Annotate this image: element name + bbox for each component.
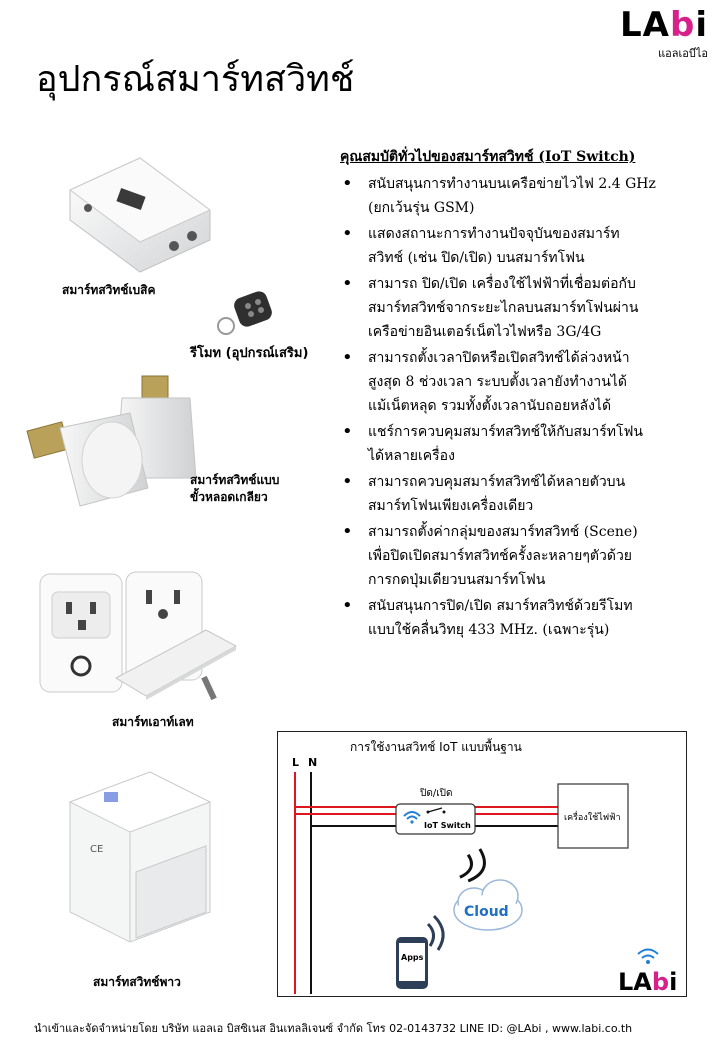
logo-text-accent: b	[670, 5, 696, 45]
caption-bulb-switch	[190, 472, 279, 506]
logo-subtitle: แอลเอบีไอ	[658, 47, 708, 60]
label-n: N	[308, 756, 318, 769]
signal-wave-icon	[460, 855, 475, 880]
svg-text:CE: CE	[90, 844, 104, 855]
feature-item: • สามารถตั้งค่ากลุ่มของสมาร์ทสวิทช์ (Scene) เพื่อปิดเปิดสมาร์ทสวิทช์ครั้งละหลายๆตัวด้วย การกดปุ่มเดียวบนสมาร์ทโฟน	[340, 520, 705, 592]
caption-remote: รีโมท (อุปกรณ์เสริม)	[190, 346, 309, 361]
feature-item: • สนับสนุนการทำงานบนเครือข่ายไวไฟ 2.4 GHz (ยกเว้นรุ่น GSM)	[340, 172, 705, 220]
caption-bulb-line1: สมาร์ทสวิทช์แบบ	[190, 473, 280, 487]
power-switch-image	[60, 762, 220, 947]
logo-text-end: i	[695, 5, 708, 45]
smart-outlet-image	[36, 568, 246, 708]
label-l: L	[292, 756, 300, 769]
features-section	[340, 146, 705, 644]
logo-text-main: LA	[620, 5, 670, 45]
feature-item: • สามารถควบคุมสมาร์ทสวิทช์ได้หลายตัวบน สมาร์ทโฟนเพียงเครื่องเดียว	[340, 470, 705, 518]
feature-item: • แสดงสถานะการทำงานปัจจุบันของสมาร์ท สวิทช์ (เช่น ปิด/เปิด) บนสมาร์ทโฟน	[340, 222, 705, 270]
basic-switch-image	[60, 150, 220, 275]
caption-bulb-line2: ขั้วหลอดเกลียว	[190, 490, 268, 504]
brand-logo	[608, 6, 708, 62]
remote-image	[212, 288, 282, 338]
feature-item: • สามารถตั้งเวลาปิดหรือเปิดสวิทช์ได้ล่วงหน้า สูงสุด 8 ช่วงเวลา ระบบตั้งเวลายังทำงานได้ แม้เน็ตหลุด รวมทั้งตั้งเวลานับถอยหลังได้	[340, 346, 705, 418]
caption-outlet: สมาร์ทเอาท์เลท	[112, 715, 194, 729]
appliance-label: เครื่องใช้ไฟฟ้า	[564, 813, 621, 823]
diagram-title: การใช้งานสวิทช์ IoT แบบพื้นฐาน	[350, 740, 522, 754]
features-list	[340, 172, 705, 642]
feature-item: • สามารถ ปิด/เปิด เครื่องใช้ไฟฟ้าที่เชื่อมต่อกับ สมาร์ทสวิทช์จากระยะไกลบนสมาร์ทโฟนผ่าน เครือข่ายอินเตอร์เน็ตไวไฟหรือ 3G/4G	[340, 272, 705, 344]
footer-contact: นำเข้าและจัดจำหน่ายโดย บริษัท แอลเอ บิสซิเนส อินเทลลิเจนซ์ จำกัด โทร 02-0143732 LINE ID: @LAbi , www.labi.co.th	[34, 1022, 633, 1035]
diagram-logo: LAbi	[618, 968, 678, 996]
bulb-socket-switch-image	[20, 368, 200, 513]
onoff-label: ปิด/เปิด	[420, 788, 453, 799]
caption-basic-switch: สมาร์ทสวิทช์เบสิค	[62, 283, 156, 297]
feature-item: • แชร์การควบคุมสมาร์ทสวิทช์ให้กับสมาร์ทโฟน ได้หลายเครื่อง	[340, 420, 705, 468]
caption-power-switch: สมาร์ทสวิทช์พาว	[93, 975, 181, 989]
logo-wordmark	[608, 6, 708, 44]
page-title: อุปกรณ์สมาร์ทสวิทช์	[36, 59, 355, 100]
iot-switch-diagram	[277, 731, 687, 997]
feature-item: • สนับสนุนการปิด/เปิด สมาร์ทสวิทช์ด้วยรีโมท แบบใช้คลื่นวิทยุ 433 MHz. (เฉพาะรุ่น)	[340, 594, 705, 642]
wifi-icon	[410, 820, 413, 823]
features-heading: คุณสมบัติทั่วไปของสมาร์ทสวิทช์ (IoT Switch)	[340, 149, 636, 165]
diagram-canvas	[278, 732, 688, 998]
diagram-logo-wifi-icon	[638, 950, 658, 955]
iot-switch-label: IoT Switch	[424, 821, 471, 830]
apps-label: Apps	[401, 953, 424, 962]
cloud-label: Cloud	[464, 904, 509, 920]
